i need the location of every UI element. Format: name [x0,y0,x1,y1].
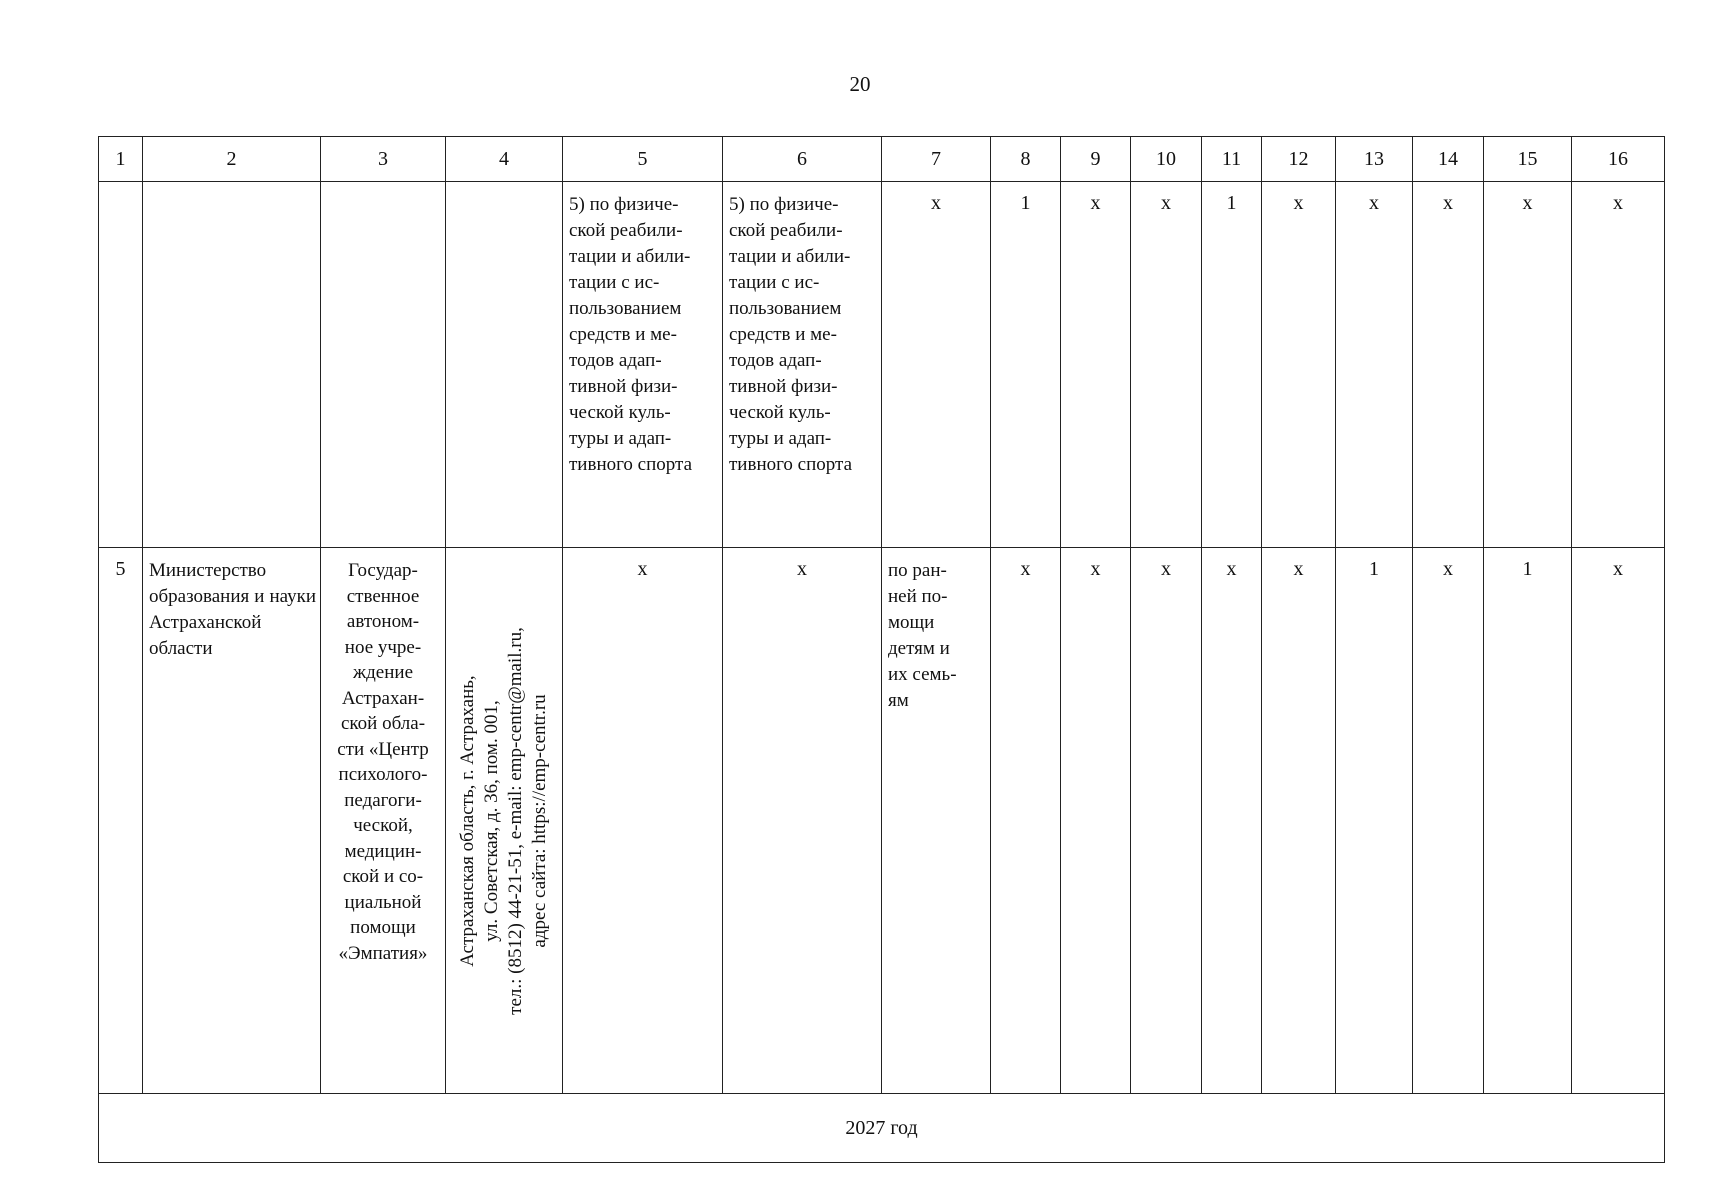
header-row [99,137,1665,182]
row2-col4-cell [446,548,563,1094]
year-row [99,1094,1665,1163]
row1-col16-cell: х [1572,182,1665,548]
row1-col10-cell: х [1131,182,1202,548]
row1-col14-cell: х [1413,182,1484,548]
row2-col6-cell: х [723,548,882,1094]
header-cell: 15 [1484,137,1572,182]
row2-col1-cell: 5 [99,548,143,1094]
row2-col9-cell: х [1061,548,1131,1094]
row2-col13-cell: 1 [1336,548,1413,1094]
header-cell: 7 [882,137,991,182]
header-cell: 3 [321,137,446,182]
page-number: 20 [849,72,871,96]
row1-col4-cell [446,182,563,548]
row1-col5-cell: 5) по физиче- ской реабили- тации и абили- тации с ис- пользованием средств и ме- тодов адап- тивной физи- ческой куль- туры и адап- тивного спорта [563,182,723,548]
row1-col15-cell: х [1484,182,1572,548]
data-table [98,136,1665,1163]
header-cell: 2 [143,137,321,182]
header-cell: 6 [723,137,882,182]
row2-col15-cell: 1 [1484,548,1572,1094]
row2-col2-cell: Министерство образования и науки Астраханской области [143,548,321,1094]
row2-col11-cell: х [1202,548,1262,1094]
header-cell: 11 [1202,137,1262,182]
row1-col9-cell: х [1061,182,1131,548]
header-cell: 12 [1262,137,1336,182]
row2-col5-cell: х [563,548,723,1094]
row1-col11-cell: 1 [1202,182,1262,548]
header-cell: 9 [1061,137,1131,182]
row2-col8-cell: х [991,548,1061,1094]
row1-col13-cell: х [1336,182,1413,548]
table-row [99,548,1665,1094]
row2-col10-cell: х [1131,548,1202,1094]
row2-col7-cell: по ран- ней по- мощи детям и их семь- ям [882,548,991,1094]
row1-col12-cell: х [1262,182,1336,548]
header-cell: 1 [99,137,143,182]
header-cell: 10 [1131,137,1202,182]
row1-col1-cell [99,182,143,548]
year-cell: 2027 год [99,1094,1665,1163]
row1-col2-cell [143,182,321,548]
header-cell: 16 [1572,137,1665,182]
header-cell: 14 [1413,137,1484,182]
row1-col3-cell [321,182,446,548]
header-cell: 4 [446,137,563,182]
header-cell: 13 [1336,137,1413,182]
table-row [99,182,1665,548]
row1-col7-cell: х [882,182,991,548]
row2-col16-cell: х [1572,548,1665,1094]
row2-col12-cell: х [1262,548,1336,1094]
row2-col3-cell: Государ- ственное автоном- ное учре- ждение Астрахан- ской обла- сти «Центр психолого- педагоги- ческой, медицин- ской и со- циальной помощи «Эмпатия» [321,548,446,1094]
row2-col14-cell: х [1413,548,1484,1094]
row1-col8-cell: 1 [991,182,1061,548]
address-rotated-text: Астраханская область, г. Астрахань, ул. Советская, д. 36, пом. 001, тел.: (8512) 44-21-51, e-mail: emp-centr@mail.ru, адрес сайта: https://emp-centr.ru [457,626,550,1015]
header-cell: 5 [563,137,723,182]
row1-col6-cell: 5) по физиче- ской реабили- тации и абили- тации с ис- пользованием средств и ме- тодов адап- тивной физи- ческой куль- туры и адап- тивного спорта [723,182,882,548]
header-cell: 8 [991,137,1061,182]
